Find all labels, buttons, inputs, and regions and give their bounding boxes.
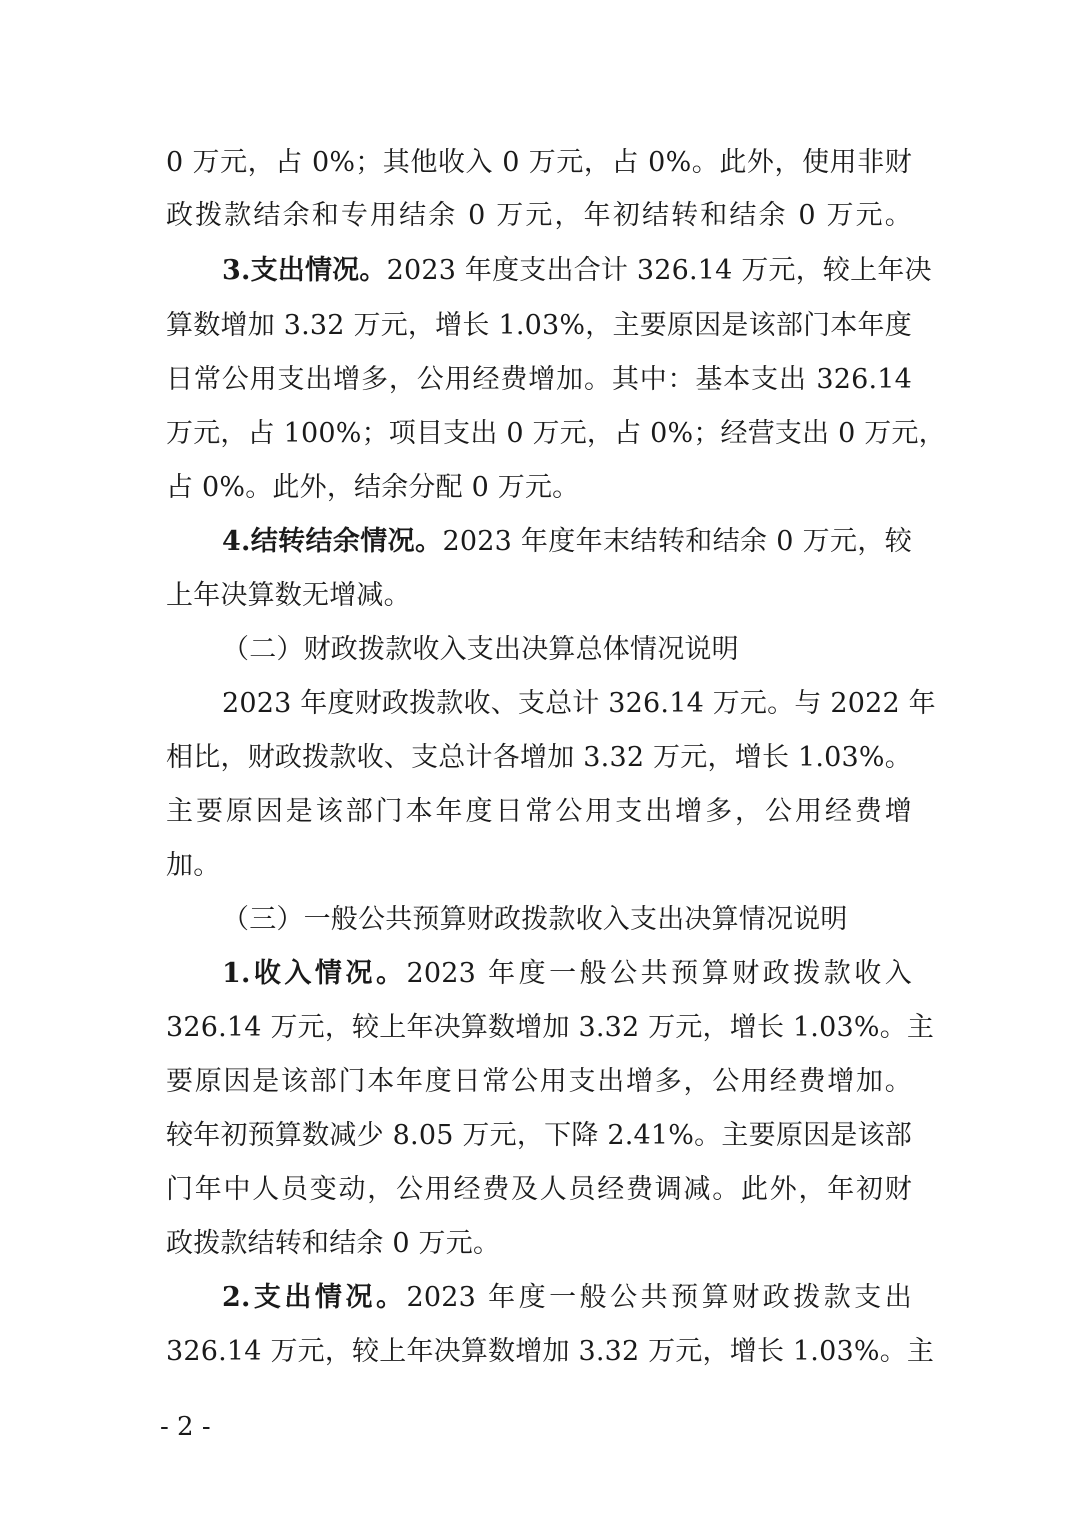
section-heading: 1.收入情况。 xyxy=(222,958,407,989)
paragraph-line xyxy=(222,1278,912,1318)
paragraph-line xyxy=(222,954,912,994)
paragraph-line: 要原因是该部门本年度日常公用支出增多，公用经费增加。 xyxy=(166,1066,912,1097)
paragraph-text: 2023 年度年末结转和结余 0 万元，较 xyxy=(442,526,912,557)
paragraph-line: 326.14 万元，较上年决算数增加 3.32 万元，增长 1.03%。主 xyxy=(166,1336,935,1367)
subsection-title: （三）一般公共预算财政拨款收入支出决算情况说明 xyxy=(222,904,848,935)
paragraph-line: 日常公用支出增多，公用经费增加。其中：基本支出 326.14 xyxy=(166,364,912,395)
paragraph-line: 326.14 万元，较上年决算数增加 3.32 万元，增长 1.03%。主 xyxy=(166,1012,935,1043)
paragraph-line xyxy=(222,522,912,562)
paragraph-line: 政拨款结转和结余 0 万元。 xyxy=(166,1228,501,1259)
section-heading: 2.支出情况。 xyxy=(222,1282,407,1313)
paragraph-line: 主要原因是该部门本年度日常公用支出增多，公用经费增 xyxy=(166,796,912,827)
page-number: - 2 - xyxy=(160,1412,211,1442)
paragraph-line: 加。 xyxy=(166,850,221,881)
paragraph-line: 占 0%。此外，结余分配 0 万元。 xyxy=(166,472,580,503)
paragraph-line xyxy=(222,251,932,291)
paragraph-text: 2023 年度一般公共预算财政拨款收入 xyxy=(406,958,912,989)
paragraph-line: 相比，财政拨款收、支总计各增加 3.32 万元，增长 1.03%。 xyxy=(166,742,912,773)
section-heading: 4.结转结余情况。 xyxy=(222,526,443,557)
paragraph-line: 较年初预算数减少 8.05 万元，下降 2.41%。主要原因是该部 xyxy=(166,1120,912,1151)
subsection-title: （二）财政拨款收入支出决算总体情况说明 xyxy=(222,634,739,665)
paragraph-line: 2023 年度财政拨款收、支总计 326.14 万元。与 2022 年 xyxy=(222,688,936,719)
paragraph-line: 门年中人员变动，公用经费及人员经费调减。此外，年初财 xyxy=(166,1174,912,1205)
paragraph-line: 0 万元，占 0%；其他收入 0 万元，占 0%。此外，使用非财 xyxy=(166,147,912,178)
paragraph-line: 上年决算数无增减。 xyxy=(166,580,411,611)
paragraph-line: 算数增加 3.32 万元，增长 1.03%，主要原因是该部门本年度 xyxy=(166,310,912,341)
paragraph-line: 万元，占 100%；项目支出 0 万元，占 0%；经营支出 0 万元， xyxy=(166,418,946,449)
paragraph-text: 2023 年度一般公共预算财政拨款支出 xyxy=(406,1282,912,1313)
paragraph-line: 政拨款结余和专用结余 0 万元，年初结转和结余 0 万元。 xyxy=(166,200,912,231)
paragraph-text: 2023 年度支出合计 326.14 万元，较上年决 xyxy=(386,255,932,286)
section-heading: 3.支出情况。 xyxy=(222,255,387,286)
